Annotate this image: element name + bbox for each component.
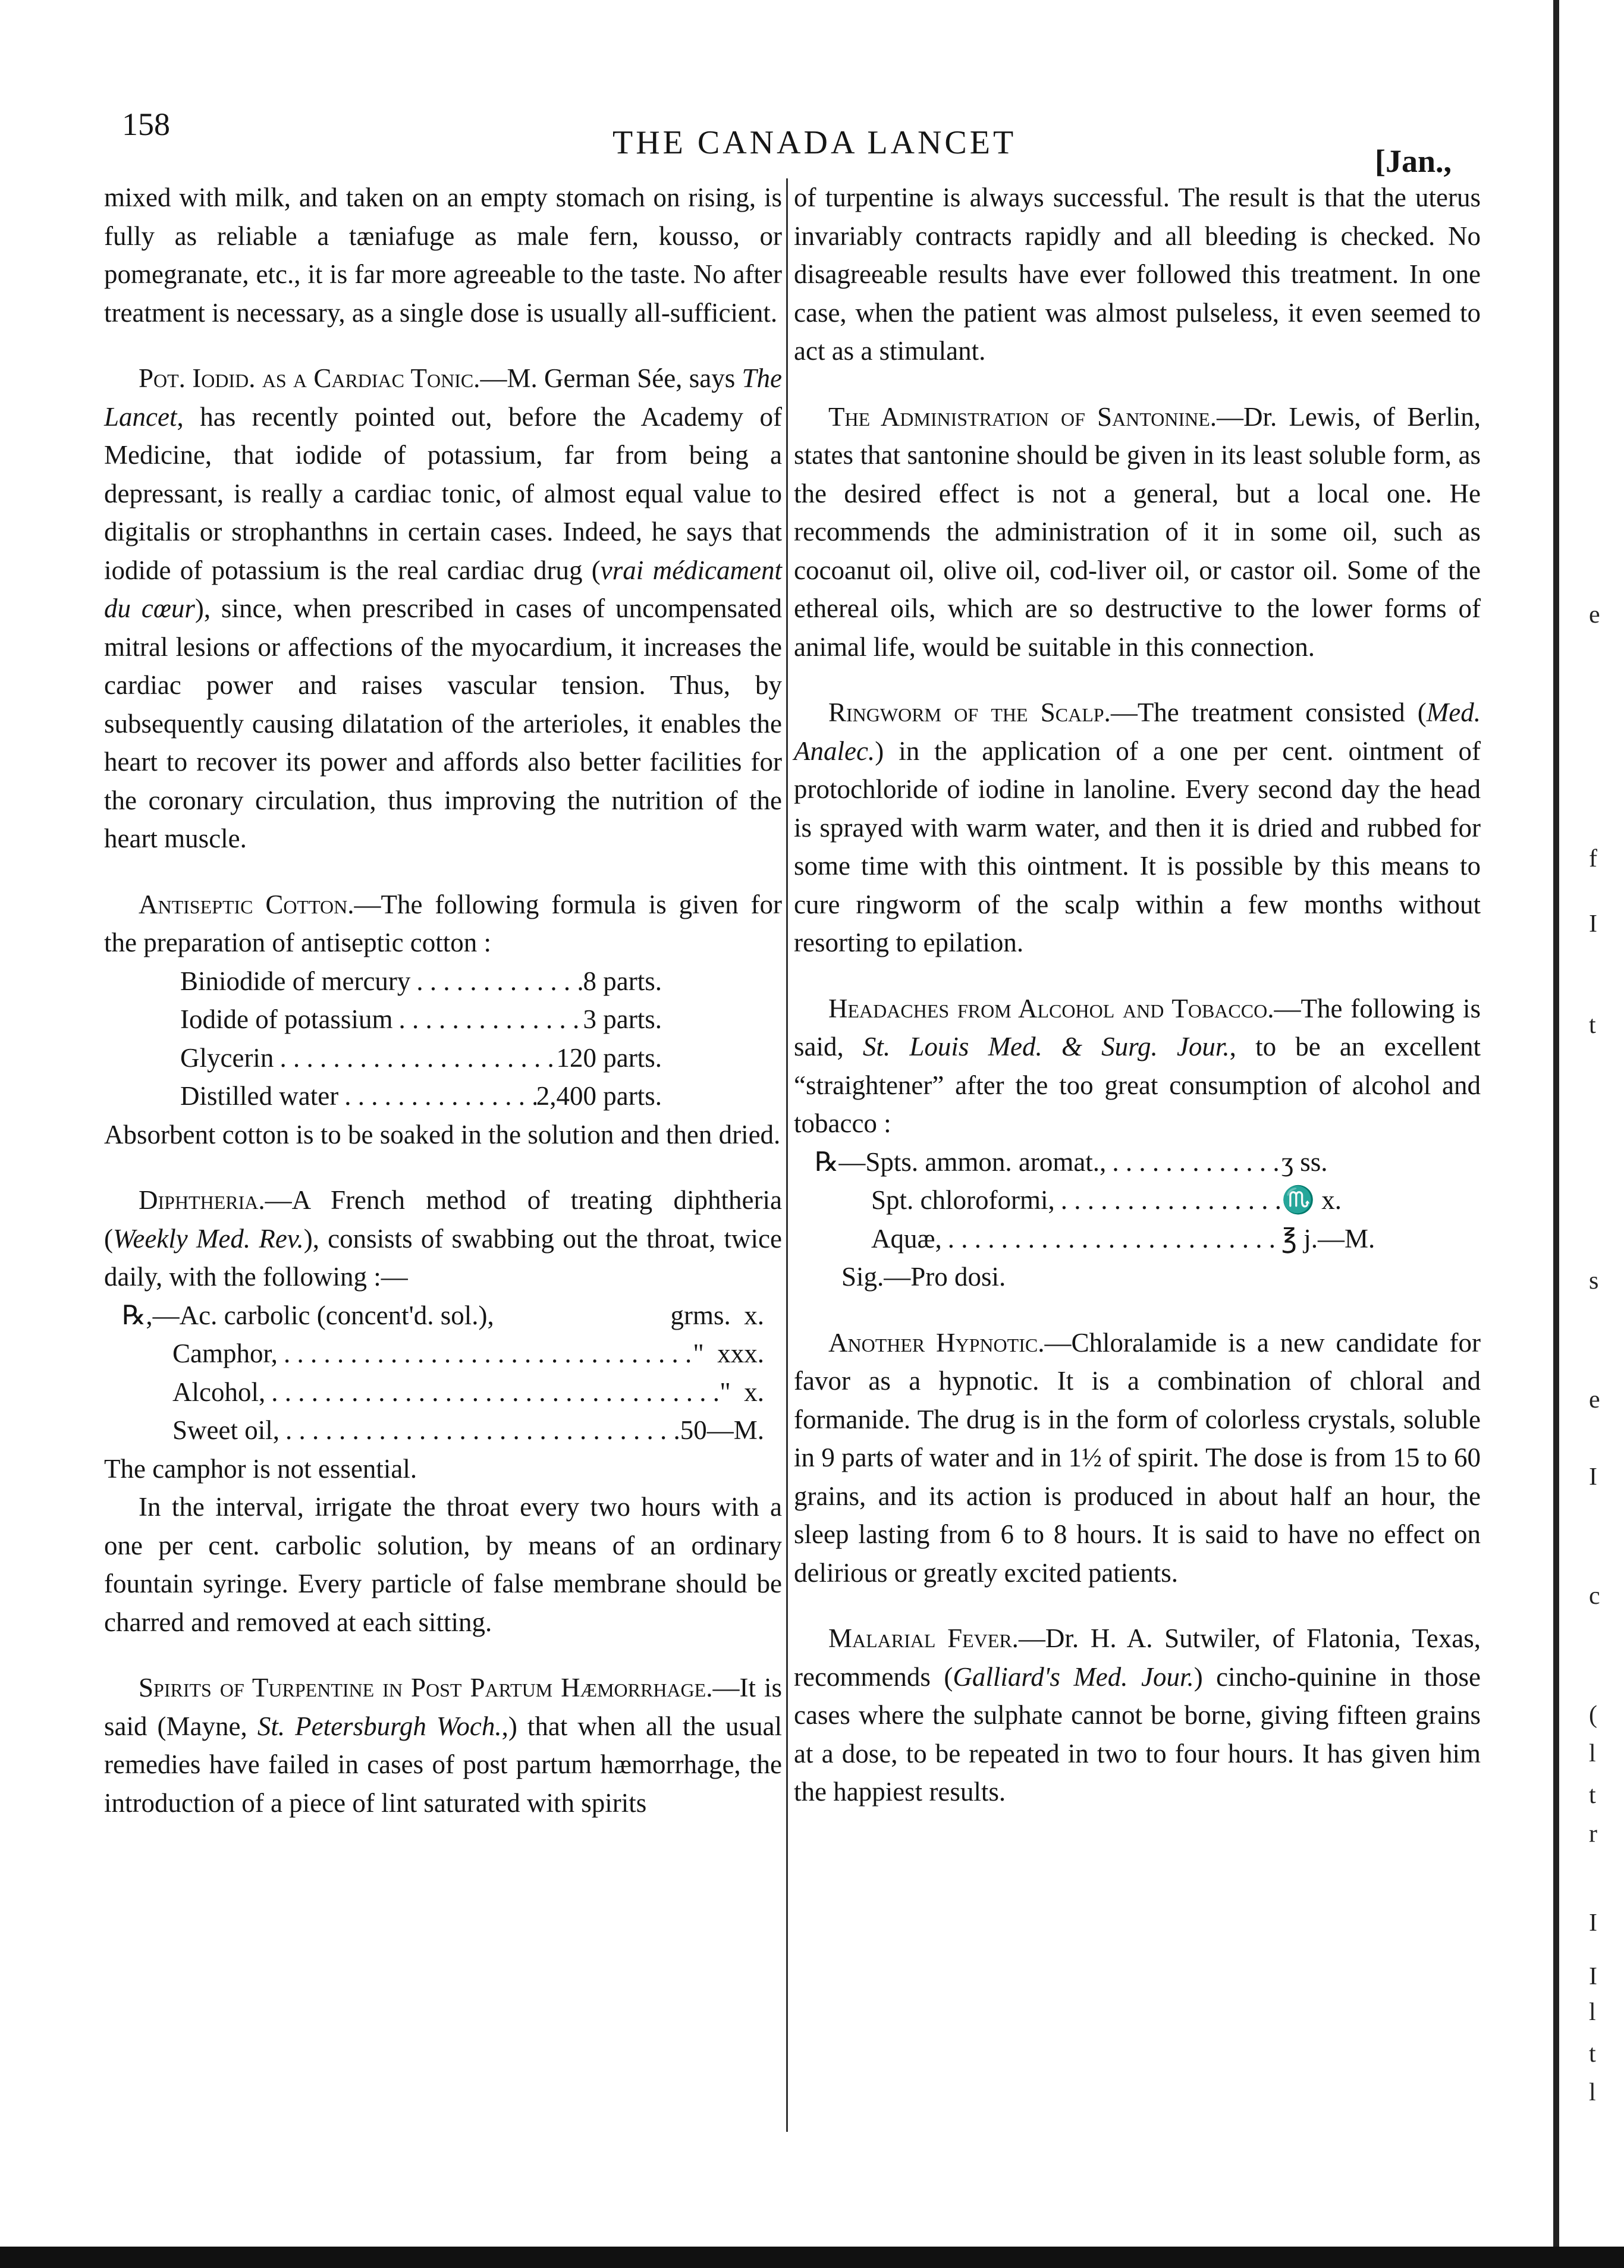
paragraph: Absorbent cotton is to be soaked in the solution and then dried. [104, 1119, 781, 1149]
formula-row [180, 962, 662, 1001]
paragraph: In the interval, irrigate the throat every two hours with a one per cent. carbolic solution, by means of an ordinary fountain syringe. Every particle of false membrane should be charred and removed at each sitting. [104, 1492, 782, 1637]
prescription-row [815, 1220, 1409, 1258]
paragraph-continued: of turpentine is always successful. The result is that the uterus invariably contracts rapidly and all bleeding is checked. No disagreeable results have ever followed this treatment. In one case, when the patient was almost pulseless, it even seemed to act as a stimulant. [794, 183, 1481, 366]
prescription-amount: ℥ j.—M. [1281, 1223, 1375, 1254]
text: —Dr. H. A. Sutwiler, of Flatonia, Texas, recommends ( [794, 1623, 1481, 1692]
facing-page-fragment: e [1589, 601, 1600, 629]
article-heading: Headaches from Alcohol and Tobacco. [828, 993, 1274, 1023]
note: The camphor is not essential. [104, 1453, 417, 1484]
text: —The following is said, [794, 993, 1481, 1061]
leader-dots [1055, 1181, 1281, 1220]
formula-ingredient: Glycerin [180, 1042, 274, 1073]
prescription-amount: 50—M. [680, 1415, 764, 1445]
paragraph-continued: mixed with milk, and taken on an empty stomach on rising, is fully as reliable a tæniafuge as male fern, kousso, or pomegranate, etc., it is far more agreeable to the taste. No after treatment is necessary, as a single dose is usually all-sufficient. [104, 183, 782, 328]
text: —A French method of treating diphtheria ( [104, 1185, 782, 1254]
formula-row [180, 1077, 662, 1116]
facing-page-fragment: c [1589, 1582, 1600, 1610]
text: ,) that when all the usual remedies have failed in cases of post partum hæmorrhage, the introduction of a piece of lint saturated with spirits [104, 1711, 782, 1818]
citation: St. Petersburgh Woch. [257, 1711, 502, 1741]
article-heading: The Administration of Santonine. [828, 401, 1217, 432]
facing-page-fragment: f [1589, 845, 1597, 872]
article-hypnotic [794, 1324, 1481, 1592]
facing-page-fragment: t [1589, 1012, 1596, 1039]
leader-dots [265, 1373, 720, 1412]
article-heading: Diphtheria. [139, 1185, 265, 1215]
text: —It is said (Mayne, [104, 1673, 782, 1741]
text: —Dr. Lewis, of Berlin, states that santonine should be given in its least soluble form, as the desired effect is not a general, but a local one. He recommends the administration of it in some oil, such as cocoanut oil, olive oil, cod-liver oil, or castor oil. Some of the ethereal oils, which are so destructive to the lower forms of animal life, would be suitable in this connection. [794, 401, 1481, 662]
prescription-row [815, 1258, 1409, 1296]
text: —M. German Sée, says [480, 363, 742, 393]
text: —Chloralamide is a new candidate for favor as a hypnotic. It is a combination of chloral and formanide. The drug is in the form of colorless crystals, soluble in 9 parts of water and in 1½ of spirit. The dose is from 15 to 60 grains, and its action is produced in about half an hour, the sleep lasting from 6 to 8 hours. It is said to have no effect on delirious or greatly excited patients. [794, 1327, 1481, 1588]
prescription [815, 1143, 1409, 1296]
facing-page-fragment: I [1589, 1909, 1597, 1937]
facing-page-fragment: ( [1589, 1701, 1597, 1729]
citation: Galliard's Med. Jour. [953, 1661, 1194, 1692]
article-heading: Ringworm of the Scalp. [828, 698, 1111, 727]
leader-dots [279, 1411, 680, 1450]
prescription-ingredient: ℞—Spts. ammon. aromat., [815, 1146, 1107, 1177]
article-pot-iodid [104, 359, 782, 858]
foreign-phrase: vrai médicament du cœur [104, 555, 782, 623]
page-gutter-shadow [1553, 0, 1559, 2268]
prescription-row [122, 1334, 764, 1373]
leader-dots [278, 1334, 693, 1373]
formula-amount: 8 parts. [583, 966, 662, 996]
prescription-row [122, 1296, 764, 1335]
prescription-amount: " x. [720, 1377, 764, 1407]
citation: St. Louis Med. & Surg. Jour. [862, 1032, 1230, 1061]
article-heading: Pot. Iodid. as a Cardiac Tonic. [139, 363, 480, 393]
running-title: THE CANADA LANCET [612, 124, 1017, 161]
facing-page-fragment: I [1589, 910, 1597, 938]
left-column [104, 178, 782, 1822]
text: , to be an excellent “straightener” after the too great consumption of alcohol and tobacco : [794, 1032, 1481, 1138]
prescription-amount: grms. x. [670, 1300, 764, 1330]
formula-row [180, 1000, 662, 1039]
facing-page-fragment: t [1589, 1782, 1596, 1809]
leader-dots [1106, 1143, 1281, 1182]
column-rule [786, 178, 788, 2132]
leader-dots [410, 962, 583, 1001]
prescription-amount: ʒ ss. [1281, 1146, 1328, 1177]
article-heading: Spirits of Turpentine in Post Partum Hæmorrhage. [139, 1673, 713, 1702]
prescription-ingredient: Spt. chloroformi, [871, 1185, 1055, 1215]
article-malarial-fever [794, 1619, 1481, 1811]
citation: Weekly Med. Rev. [113, 1223, 304, 1254]
prescription-row [815, 1143, 1409, 1182]
prescription-row [122, 1411, 764, 1450]
formula-list [180, 962, 662, 1116]
facing-page-fragment: I [1589, 1963, 1597, 1990]
article-turpentine [104, 1669, 782, 1822]
facing-page-fragment: l [1589, 1740, 1596, 1767]
facing-page-fragment: s [1589, 1267, 1599, 1295]
text: —The treatment consisted ( [1110, 698, 1427, 727]
facing-page-fragment: r [1589, 1820, 1597, 1848]
prescription-row [122, 1373, 764, 1412]
prescription-signature: Sig.—Pro dosi. [841, 1262, 1006, 1292]
formula-amount: 3 parts. [583, 1004, 662, 1034]
formula-ingredient: Distilled water [180, 1081, 339, 1111]
prescription-ingredient: Alcohol, [172, 1377, 266, 1407]
page-number: 158 [122, 106, 170, 142]
citation: Med. Analec. [794, 698, 1481, 766]
formula-amount: 120 parts. [556, 1042, 662, 1073]
text: ), since, when prescribed in cases of uncompensated mitral lesions or affections of the myocardium, it increases the cardiac power and raises vascular tension. Thus, by subsequently causing dilatation of the arterioles, it enables the heart to recover its power and affords also better facilities for the coronary circulation, thus improving the nutrition of the heart muscle. [104, 593, 782, 853]
prescription-ingredient: Camphor, [172, 1339, 278, 1368]
text: —The following formula is given for the preparation of antiseptic cotton : [104, 889, 782, 957]
prescription [122, 1296, 764, 1450]
prescription-ingredient: ℞,—Ac. carbolic (concent'd. sol.), [122, 1300, 494, 1330]
prescription-ingredient: Sweet oil, [172, 1415, 279, 1445]
article-antiseptic-cotton [104, 885, 782, 962]
article-headaches [794, 989, 1481, 1143]
article-heading: Malarial Fever. [828, 1623, 1019, 1653]
scan-bottom-edge [0, 2247, 1624, 2268]
prescription-amount: ♏ x. [1281, 1185, 1342, 1215]
leader-dots [274, 1039, 556, 1078]
text: , has recently pointed out, before the Academy of Medicine, that iodide of potassium, far from being a depressant, is really a cardiac tonic, of almost equal value to digitalis or strophanthns in certain cases. Indeed, he says that iodide of potassium is the real cardiac drug ( [104, 401, 782, 585]
text: ) in the application of a one per cent. ointment of protochloride of iodine in lanoline. Every second day the head is sprayed with warm water, and then it is dried and rubbed for some time with this ointment. It is possible by this means to cure ringworm of the scalp within a few months without resorting to epilation. [794, 736, 1481, 957]
article-ringworm [794, 693, 1481, 962]
right-column [794, 178, 1481, 1811]
facing-page-fragment: l [1589, 2079, 1596, 2106]
formula-amount: 2,400 parts. [536, 1081, 662, 1111]
facing-page-fragment: l [1589, 1999, 1596, 2026]
leader-dots [942, 1220, 1281, 1258]
issue-month: [Jan., [1375, 143, 1452, 179]
article-heading: Another Hypnotic. [828, 1327, 1045, 1358]
facing-page-fragment: I [1589, 1463, 1597, 1491]
leader-dots [338, 1077, 536, 1116]
text: ), consists of swabbing out the throat, twice daily, with the following :— [104, 1223, 782, 1292]
prescription-ingredient: Aquæ, [871, 1223, 942, 1254]
prescription-row [815, 1181, 1409, 1220]
facing-page-fragment: t [1589, 2040, 1596, 2068]
article-diphtheria [104, 1181, 782, 1296]
article-santonine [794, 398, 1481, 667]
leader-dots [392, 1000, 583, 1039]
formula-row [180, 1039, 662, 1078]
article-heading: Antiseptic Cotton. [139, 889, 354, 919]
text: ) cincho-quinine in those cases where the sulphate cannot be borne, giving fifteen grains at a dose, to be repeated in two to four hours. It has given him the happiest results. [794, 1661, 1481, 1807]
formula-ingredient: Biniodide of mercury [180, 966, 411, 996]
facing-page-fragment: e [1589, 1386, 1600, 1413]
formula-ingredient: Iodide of potassium [180, 1004, 393, 1034]
prescription-amount: " xxx. [693, 1339, 764, 1368]
citation: The Lancet [104, 363, 782, 432]
